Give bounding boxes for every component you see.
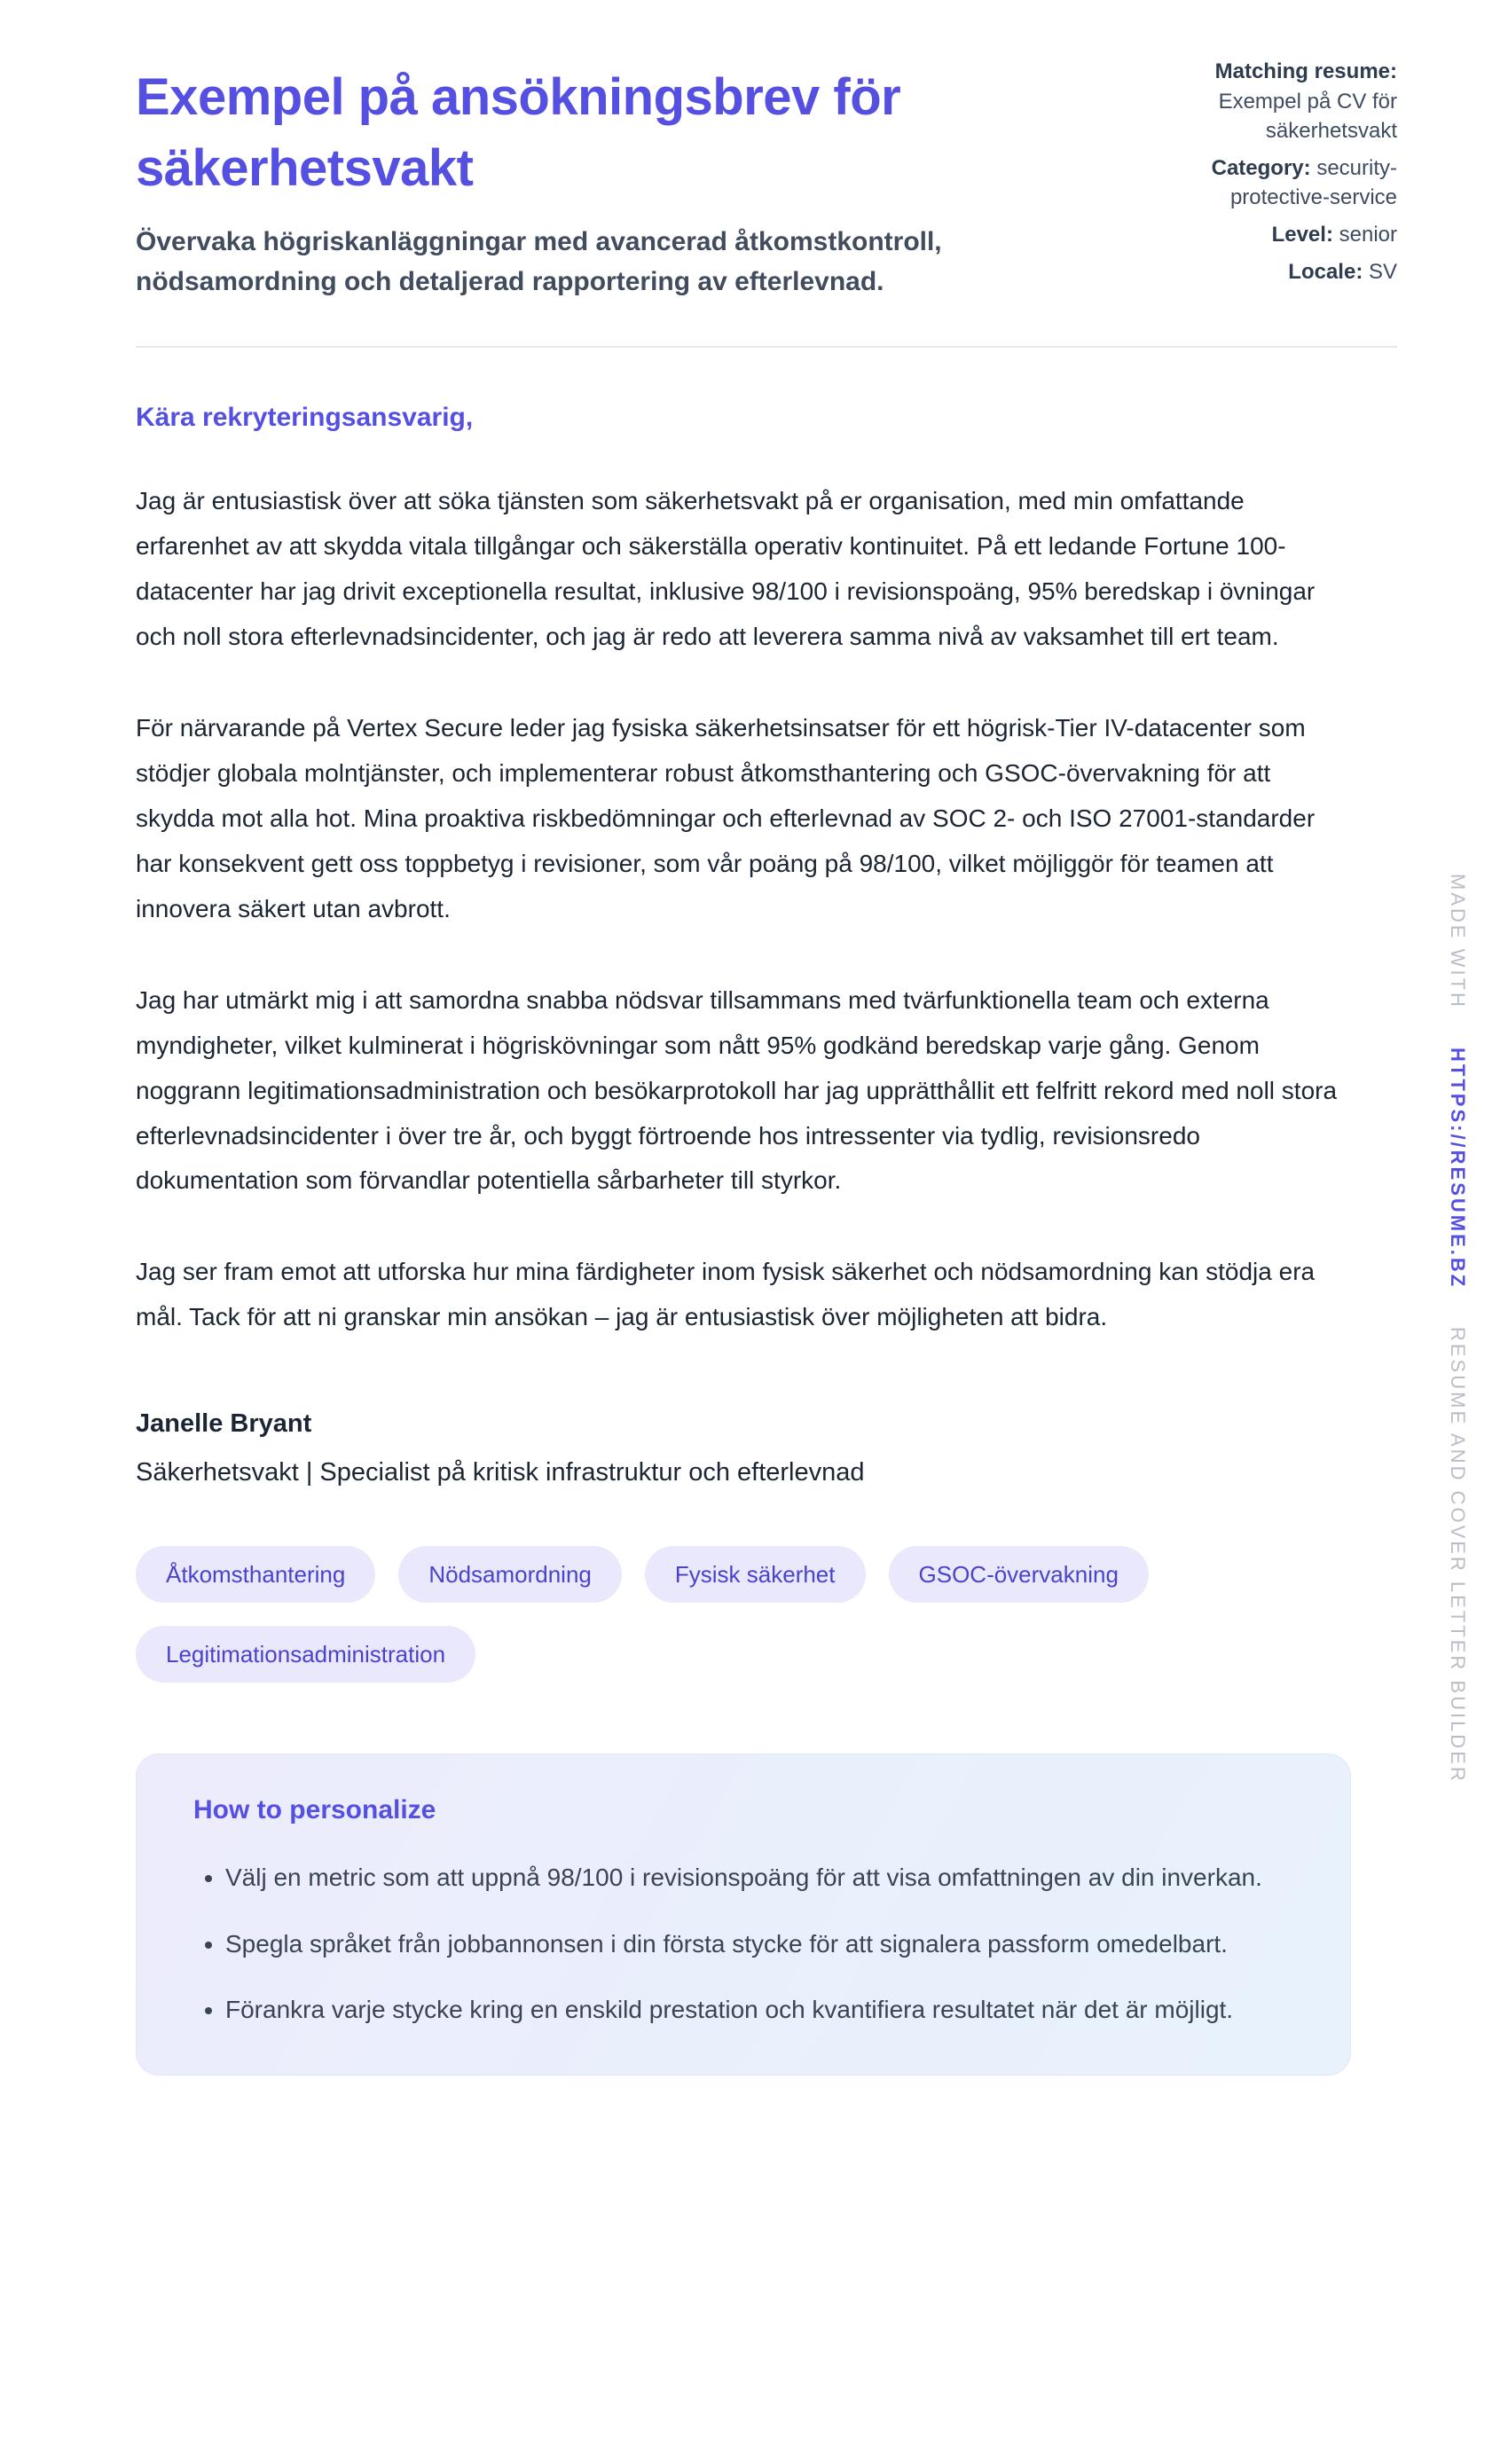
watermark-suffix: RESUME AND COVER LETTER BUILDER [1447,1327,1469,1785]
header-left [136,46,1058,302]
meta-locale [1165,257,1397,287]
meta-matching-resume [1165,57,1397,146]
letter-paragraph: Jag ser fram emot att utforska hur mina färdigheter inom fysisk säkerhet och nödsamordning kan stödja era mål. Tack för att ni granskar min ansökan – jag är entusiastisk över möjligheten att bidra. [136,1258,1316,1331]
meta-locale-label: Locale: [1288,259,1363,284]
meta-matching-resume-value: Exempel på CV för säkerhetsvakt [1218,89,1397,144]
header [136,46,1397,302]
tip-item: • Förankra varje stycke kring en enskild prestation och kvantifiera resultatet när det är möjligt. [225,1988,1293,2032]
letter-paragraph: Jag är entusiastisk över att söka tjänsten som säkerhetsvakt på er organisation, med min omfattande erfarenhet av att skydda vitala tillgångar och säkerställa operativ kontinuitet. På ett ledande Fortune 100-datacenter har jag drivit exceptionella resultat, inklusive 98/100 i revisionspoäng, 95% beredskap i övningar och noll stora efterlevnadsincidenter, och jag är redo att leverera samma nivå av vaksamhet till ert team. [136,487,1316,650]
page-title: Exempel på ansökningsbrev för säkerhetsvakt [136,68,901,198]
cover-letter-body [136,403,1351,2076]
meta-category-value: security-protective-service [1229,155,1397,210]
tip-list [193,1856,1293,2032]
meta-category [1165,153,1397,213]
how-to-personalize-box [136,1754,1351,2076]
letter-greeting: Kära rekryteringsansvarig, [136,403,474,433]
watermark-resume-bz-link[interactable]: HTTPS://RESUME.BZ [1447,1048,1469,1290]
meta-level-label: Level: [1271,222,1333,247]
skill-tag-atkomsthantering[interactable]: Åtkomsthantering [136,1546,375,1603]
tip-item: • Välj en metric som att uppnå 98/100 i revisionspoäng för att visa omfattningen av din inverkan. [225,1856,1293,1900]
skill-tag-nodsamordning[interactable]: Nödsamordning [398,1546,622,1603]
skill-tags [136,1546,1200,1683]
meta-level [1165,220,1397,250]
skill-tag-legitimationsadministration[interactable]: Legitimationsadministration [136,1626,475,1683]
header-divider [136,346,1397,348]
watermark-prefix: MADE WITH [1447,874,1469,1009]
page-subtitle: Övervaka högriskanläggningar med avancerad åtkomstkontroll, nödsamordning och detaljerad rapportering av efterlevnad. [136,227,942,297]
meta-matching-resume-label: Matching resume: [1214,59,1397,83]
meta-level-value: senior [1339,222,1397,247]
meta-locale-value: SV [1368,259,1397,284]
skill-tag-fysisk-sakerhet[interactable]: Fysisk säkerhet [645,1546,866,1603]
letter-paragraph: Jag har utmärkt mig i att samordna snabba nödsvar tillsammans med tvärfunktionella team och externa myndigheter, vilket kulminerat i högriskövningar som nått 95% godkänd beredskap varje gång. Genom noggrann legitimationsadministration och besökarprotokoll har jag upprätthållit ett felfritt rekord med noll stora efterlevnadsincidenter i över tre år, och byggt förtroende hos intressenter via tydlig, revisionsredo dokumentation som förvandlar potentiella sårbarheter till styrkor. [136,985,1338,1195]
skill-tag-gsoc-overvakning[interactable]: GSOC-övervakning [889,1546,1149,1603]
how-to-personalize-title: How to personalize [193,1795,436,1825]
signature-name: Janelle Bryant [136,1409,312,1439]
side-watermark [1446,874,1469,1784]
resume-meta-panel [1165,46,1397,294]
meta-category-label: Category: [1211,155,1311,180]
tip-item: • Spegla språket från jobbannonsen i din första stycke för att signalera passform omedelbart. [225,1922,1293,1966]
letter-paragraph: För närvarande på Vertex Secure leder jag fysiska säkerhetsinsatser för ett högrisk-Tier IV-datacenter som stödjer globala molntjänster, och implementerar robust åtkomsthantering och GSOC-övervakning för att skydda mot alla hot. Mina proaktiva riskbedömningar och efterlevnad av SOC 2- och ISO 27001-standarder har konsekvent gett oss toppbetyg i revisioner, som vår poäng på 98/100, vilket möjliggör för teamen att innovera säkert utan avbrott. [136,713,1316,922]
signature-role: Säkerhetsvakt | Specialist på kritisk infrastruktur och efterlevnad [136,1458,865,1487]
